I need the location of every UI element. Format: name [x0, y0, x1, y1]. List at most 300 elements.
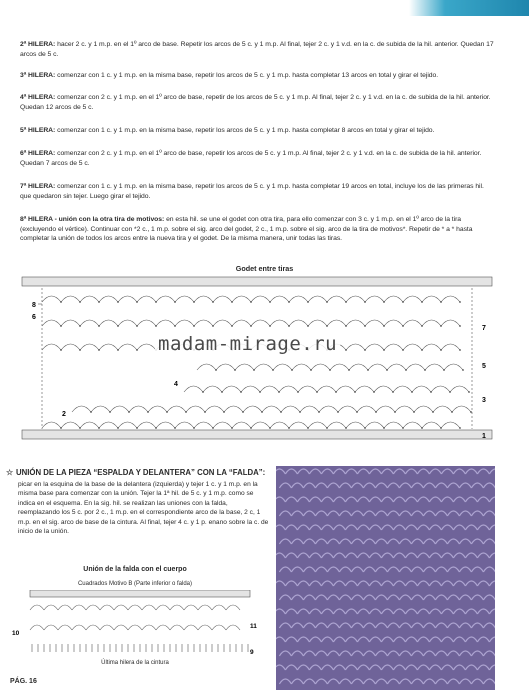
stitch-dot [462, 369, 464, 371]
chain-arc [86, 605, 100, 610]
stitch-dot [136, 301, 138, 303]
stitch-dot [136, 349, 138, 351]
stitch-dot [166, 411, 168, 413]
stitch-dot [383, 325, 385, 327]
row-text: comenzar con 1 c. y 1 m.p. en la misma base, repetir los arcos de 5 c. y 1 m.p. hasta completar 13 arcos en total y girar el tejido. [57, 72, 439, 79]
left-label: 8 [32, 302, 36, 309]
row-text: comenzar con 2 c. y 1 m.p. en el 1º arco de base, repetir de los arcos de 5 c. y 1 m.p. Al final, tejer 2 c. y 1 v.d. en la c. de subida de la hil. anterior. Quedan 12 arcos de 5 c. [20, 94, 491, 111]
chain-arc [72, 406, 91, 412]
chain-arc [241, 386, 260, 392]
chain-arc [330, 364, 349, 370]
stitch-dot [117, 301, 119, 303]
stitch-dot [383, 427, 385, 429]
stitch-dot [79, 349, 81, 351]
star-icon: ☆ [6, 468, 13, 477]
stitch-dot [212, 301, 214, 303]
chain-arc [338, 406, 357, 412]
stitch-dot [326, 301, 328, 303]
stitch-dot [117, 427, 119, 429]
stitch-dot [202, 391, 204, 393]
row-label: 6ª HILERA: [20, 150, 56, 157]
top-strip [22, 277, 492, 286]
left-label: 10 [12, 630, 20, 637]
row-label: 3ª HILERA: [20, 72, 56, 79]
stitch-dot [288, 427, 290, 429]
chain-arc [99, 422, 118, 428]
stitch-dot [79, 301, 81, 303]
chain-arc [243, 406, 262, 412]
chain-arc [42, 344, 61, 350]
stitch-dot [383, 301, 385, 303]
stitch-dot [253, 369, 255, 371]
chain-arc [273, 364, 292, 370]
stitch-dot [383, 349, 385, 351]
chain-arc [44, 625, 58, 630]
chain-arc [156, 422, 175, 428]
stitch-dot [269, 301, 271, 303]
chain-arc [346, 296, 365, 302]
stitch-dot [212, 325, 214, 327]
stitch-dot [193, 325, 195, 327]
stitch-dot [280, 411, 282, 413]
chain-arc [365, 344, 384, 350]
stitch-dot [451, 411, 453, 413]
chain-arc [365, 296, 384, 302]
row-label: 4ª HILERA: [20, 94, 56, 101]
right-label: 5 [482, 363, 486, 370]
chain-arc [346, 344, 365, 350]
chain-arc [355, 386, 374, 392]
chain-arc [128, 605, 142, 610]
chain-arc [137, 422, 156, 428]
row-label: 5ª HILERA: [20, 127, 56, 134]
stitch-dot [405, 369, 407, 371]
stitch-dot [223, 411, 225, 413]
chain-arc [194, 422, 213, 428]
chain-arc [441, 422, 460, 428]
chain-arc [336, 386, 355, 392]
stitch-dot [345, 325, 347, 327]
chain-arc [142, 605, 156, 610]
stitch-dot [440, 325, 442, 327]
row-text: comenzar con 1 c. y 1 m.p. en la misma base, repetir los arcos de 5 c. y 1 m.p. hasta completar 8 arcos en total y girar el tejido. [57, 127, 435, 134]
chain-arc [431, 386, 450, 392]
chain-arc [403, 320, 422, 326]
chain-arc [260, 386, 279, 392]
stitch-dot [329, 369, 331, 371]
stitch-dot [250, 325, 252, 327]
chain-arc [175, 422, 194, 428]
chain-arc [441, 344, 460, 350]
stitch-dot [221, 391, 223, 393]
stitch-dot [231, 427, 233, 429]
chain-arc [224, 406, 243, 412]
chain-arc [128, 625, 142, 630]
chain-arc [317, 386, 336, 392]
left-label: 4 [174, 381, 178, 388]
stitch-dot [443, 369, 445, 371]
stitch-dot [356, 411, 358, 413]
stitch-dot [335, 391, 337, 393]
stitch-dot [326, 427, 328, 429]
stitch-dot [269, 427, 271, 429]
chain-arc [308, 296, 327, 302]
stitch-dot [261, 411, 263, 413]
chain-arc [58, 625, 72, 630]
chain-arc [91, 406, 110, 412]
chain-arc [175, 320, 194, 326]
header-stripe [409, 0, 529, 16]
chain-arc [194, 320, 213, 326]
union-body: picar en la esquina de la base de la delantera (izquierda) y tejer 1 c. y 1 m.p. en la misma base para comenzar con la unión. Tejer la 1ª hil. de 5 c. y 1 m.p. como se indica en el esquema. En la sig. hil. se realizan las uniones con la falda, reemplazando los 5 c. por 2 c., 1 m.p. en el correspondiente arco de la base, 2 c, 1 m.p. en el sig. arco de base de la cintura. Al final, tejer 4 c. y 1 p. enano sobre la c. de inicio de la unión. [18, 481, 269, 536]
stitch-dot [430, 391, 432, 393]
stitch-dot [307, 325, 309, 327]
stitch-dot [79, 325, 81, 327]
stitch-dot [348, 369, 350, 371]
chain-arc [425, 364, 444, 370]
chain-arc [156, 605, 170, 610]
right-label: 1 [482, 433, 486, 440]
chain-arc [346, 422, 365, 428]
chain-arc [30, 605, 44, 610]
chain-arc [450, 386, 469, 392]
chain-arc [289, 296, 308, 302]
stitch-dot [250, 427, 252, 429]
bottom-strip [22, 430, 492, 439]
chain-arc [114, 625, 128, 630]
chain-arc [270, 422, 289, 428]
chain-arc [226, 625, 240, 630]
chain-arc [216, 364, 235, 370]
row-8-paragraph [20, 215, 495, 244]
stitch-dot [60, 301, 62, 303]
stitch-dot [185, 411, 187, 413]
chain-arc [61, 422, 80, 428]
row-label: 8ª HILERA - unión con la otra tira de motivos: [20, 216, 165, 223]
chain-arc [198, 605, 212, 610]
row-6-paragraph [20, 149, 495, 168]
chain-arc [262, 406, 281, 412]
chain-arc [226, 605, 240, 610]
stitch-dot [259, 391, 261, 393]
stitch-dot [90, 411, 92, 413]
top-band [0, 0, 529, 22]
chain-arc [298, 386, 317, 392]
chain-arc [452, 406, 471, 412]
chain-arc [205, 406, 224, 412]
union-diagram [10, 590, 262, 660]
chain-arc [393, 386, 412, 392]
stitch-dot [136, 325, 138, 327]
chain-arc [232, 320, 251, 326]
chain-arc [412, 386, 431, 392]
chain-arc [433, 406, 452, 412]
stitch-dot [215, 369, 217, 371]
chain-arc [212, 605, 226, 610]
stitch-dot [364, 427, 366, 429]
stitch-dot [364, 349, 366, 351]
stitch-dot [193, 427, 195, 429]
union-heading [6, 468, 268, 477]
stitch-dot [440, 427, 442, 429]
stitch-dot [174, 325, 176, 327]
chain-arc [167, 406, 186, 412]
stitch-dot [299, 411, 301, 413]
stitch-dot [117, 325, 119, 327]
chain-arc [300, 406, 319, 412]
chain-arc [170, 625, 184, 630]
chain-arc [156, 625, 170, 630]
chain-arc [349, 364, 368, 370]
stitch-dot [297, 391, 299, 393]
chain-arc [72, 605, 86, 610]
crochet-diagram [12, 274, 517, 444]
chain-arc [137, 344, 156, 350]
row-5-paragraph [20, 126, 495, 136]
stitch-dot [326, 325, 328, 327]
stitch-dot [193, 301, 195, 303]
stitch-dot [402, 301, 404, 303]
chain-arc [170, 605, 184, 610]
right-label: 3 [482, 397, 486, 404]
chain-arc [376, 406, 395, 412]
stitch-dot [272, 369, 274, 371]
chain-arc [30, 625, 44, 630]
stitch-dot [345, 301, 347, 303]
stitch-dot [310, 369, 312, 371]
union-diagram-title: Unión de la falda con el cuerpo [83, 566, 187, 573]
row-7-paragraph [20, 182, 495, 201]
chain-arc [327, 296, 346, 302]
chain-arc [137, 296, 156, 302]
stitch-dot [421, 349, 423, 351]
chain-arc [142, 625, 156, 630]
stitch-dot [98, 349, 100, 351]
stitch-dot [231, 325, 233, 327]
chain-arc [186, 406, 205, 412]
motif-strip [30, 590, 250, 597]
chain-arc [197, 364, 216, 370]
stitch-dot [128, 411, 130, 413]
chain-arc [327, 422, 346, 428]
chain-arc [222, 386, 241, 392]
chain-arc [441, 320, 460, 326]
chain-arc [365, 422, 384, 428]
chain-arc [357, 406, 376, 412]
row-text: en esta hil. se une el godet con otra tira, para ello comenzar con 3 c. y 1 m.p. en el 1º arco de la tira (excluyendo el vértice). Continuar con *2 c., 1 m.p. sobre el sig. arco del godet, 2 c., 1 m.p. sobre el sig. arco de la tira de motivos*. Repetir de * a * hasta completar la unión de todos los arcos entre la nueva tira y el godet. De la misma manera, unir todas las tiras. [20, 216, 473, 243]
chain-arc [118, 296, 137, 302]
chain-arc [374, 386, 393, 392]
chain-arc [281, 406, 300, 412]
left-label: 2 [62, 411, 66, 418]
chain-arc [198, 625, 212, 630]
stitch-dot [117, 349, 119, 351]
stitch-dot [470, 411, 472, 413]
stitch-dot [98, 325, 100, 327]
chain-arc [86, 625, 100, 630]
chain-arc [100, 605, 114, 610]
stitch-dot [147, 411, 149, 413]
chain-arc [156, 296, 175, 302]
chain-arc [384, 296, 403, 302]
chain-arc [308, 320, 327, 326]
stitch-dot [337, 411, 339, 413]
chain-arc [270, 320, 289, 326]
chain-arc [368, 364, 387, 370]
union-bottom-caption: Última hilera de la cintura [101, 660, 169, 666]
stitch-dot [307, 427, 309, 429]
stitch-dot [98, 427, 100, 429]
stitch-dot [250, 301, 252, 303]
left-label: 6 [32, 314, 36, 321]
chain-arc [80, 320, 99, 326]
chain-arc [213, 320, 232, 326]
chain-arc [80, 296, 99, 302]
stitch-dot [421, 427, 423, 429]
chain-arc [42, 422, 61, 428]
stitch-dot [373, 391, 375, 393]
chain-arc [319, 406, 338, 412]
stitch-dot [278, 391, 280, 393]
chain-arc [100, 625, 114, 630]
diagram-title: Godet entre tiras [235, 264, 294, 273]
stitch-dot [174, 427, 176, 429]
chain-arc [194, 296, 213, 302]
chain-arc [403, 422, 422, 428]
chain-arc [61, 296, 80, 302]
stitch-dot [421, 301, 423, 303]
stitch-dot [402, 325, 404, 327]
stitch-dot [386, 369, 388, 371]
stitch-dot [459, 349, 461, 351]
chain-arc [58, 605, 72, 610]
chain-arc [42, 320, 61, 326]
row-text: comenzar con 2 c. y 1 m.p. en el 1º arco de base, repetir los arcos de 5 c. y 1 m.p. Al final, tejer 2 c. y 1 v.d. en la c. de subida de la hil. anterior. Quedan 7 arcos de 5 c. [20, 150, 482, 167]
stitch-dot [288, 301, 290, 303]
stitch-dot [449, 391, 451, 393]
stitch-dot [318, 411, 320, 413]
chain-arc [156, 320, 175, 326]
stitch-dot [432, 411, 434, 413]
stitch-dot [375, 411, 377, 413]
chain-arc [311, 364, 330, 370]
chain-arc [365, 320, 384, 326]
chain-arc [61, 344, 80, 350]
row-label: 2ª HILERA: [20, 41, 56, 48]
chain-arc [444, 364, 463, 370]
stitch-dot [440, 301, 442, 303]
stitch-dot [174, 301, 176, 303]
chain-arc [251, 296, 270, 302]
union-heading-text: UNIÓN DE LA PIEZA “ESPALDA Y DELANTERA” CON LA “FALDA”: [16, 468, 266, 477]
chain-arc [254, 364, 273, 370]
row-label: 7ª HILERA: [20, 183, 56, 190]
row-3-paragraph [20, 71, 495, 81]
stitch-dot [155, 301, 157, 303]
stitch-dot [98, 301, 100, 303]
chain-arc [387, 364, 406, 370]
chain-arc [422, 320, 441, 326]
chain-arc [441, 296, 460, 302]
chain-arc [212, 625, 226, 630]
stitch-dot [345, 349, 347, 351]
stitch-dot [291, 369, 293, 371]
stitch-dot [316, 391, 318, 393]
stitch-dot [136, 427, 138, 429]
watermark: madam-mirage.ru [155, 333, 340, 355]
stitch-dot [155, 325, 157, 327]
chain-arc [270, 296, 289, 302]
right-label: 9 [250, 649, 254, 656]
chain-arc [80, 422, 99, 428]
row-text: hacer 2 c. y 1 m.p. en el 1º arco de base. Repetir los arcos de 5 c. y 1 m.p. Al final, tejer 2 c. y 1 v.d. en la c. de subida de la hil. anterior. Quedan 17 arcos de 5 c. [20, 41, 494, 58]
stitch-dot [440, 349, 442, 351]
stitch-dot [402, 349, 404, 351]
chain-arc [44, 605, 58, 610]
chain-arc [384, 422, 403, 428]
stitch-dot [424, 369, 426, 371]
chain-arc [232, 422, 251, 428]
stitch-dot [411, 391, 413, 393]
right-label: 11 [250, 623, 257, 630]
chain-arc [422, 344, 441, 350]
stitch-dot [240, 391, 242, 393]
chain-arc [118, 422, 137, 428]
chain-arc [308, 422, 327, 428]
row-4-paragraph [20, 93, 495, 112]
chain-arc [289, 422, 308, 428]
chain-arc [99, 296, 118, 302]
row-text: comenzar con 1 c. y 1 m.p. en la misma base, repetir los arcos de 5 c. y 1 m.p. hasta completar 19 arcos en total, incluye los de las primeras hil. que quedaron sin tejer. Luego girar el tejido. [20, 183, 484, 200]
stitch-dot [421, 325, 423, 327]
stitch-dot [392, 391, 394, 393]
chain-arc [414, 406, 433, 412]
chain-arc [114, 605, 128, 610]
stitch-dot [345, 427, 347, 429]
chain-arc [403, 296, 422, 302]
chain-arc [137, 320, 156, 326]
stitch-dot [109, 411, 111, 413]
chain-arc [292, 364, 311, 370]
chain-arc [129, 406, 148, 412]
chain-arc [327, 320, 346, 326]
chain-arc [251, 422, 270, 428]
chain-arc [403, 344, 422, 350]
chain-arc [279, 386, 298, 392]
union-diagram-caption: Cuadrados Motivo B (Parte inferior o falda) [77, 581, 193, 587]
chain-arc [422, 296, 441, 302]
chain-arc [80, 344, 99, 350]
chain-arc [384, 344, 403, 350]
stitch-dot [354, 391, 356, 393]
chain-arc [118, 344, 137, 350]
stitch-dot [402, 427, 404, 429]
stitch-dot [212, 427, 214, 429]
chain-arc [99, 320, 118, 326]
chain-arc [406, 364, 425, 370]
stitch-dot [413, 411, 415, 413]
stitch-dot [459, 325, 461, 327]
chain-arc [118, 320, 137, 326]
stitch-dot [60, 349, 62, 351]
chain-arc [289, 320, 308, 326]
chain-arc [422, 422, 441, 428]
chain-arc [213, 422, 232, 428]
chain-arc [346, 320, 365, 326]
chain-arc [184, 386, 203, 392]
right-label: 7 [482, 325, 486, 332]
chain-arc [384, 320, 403, 326]
